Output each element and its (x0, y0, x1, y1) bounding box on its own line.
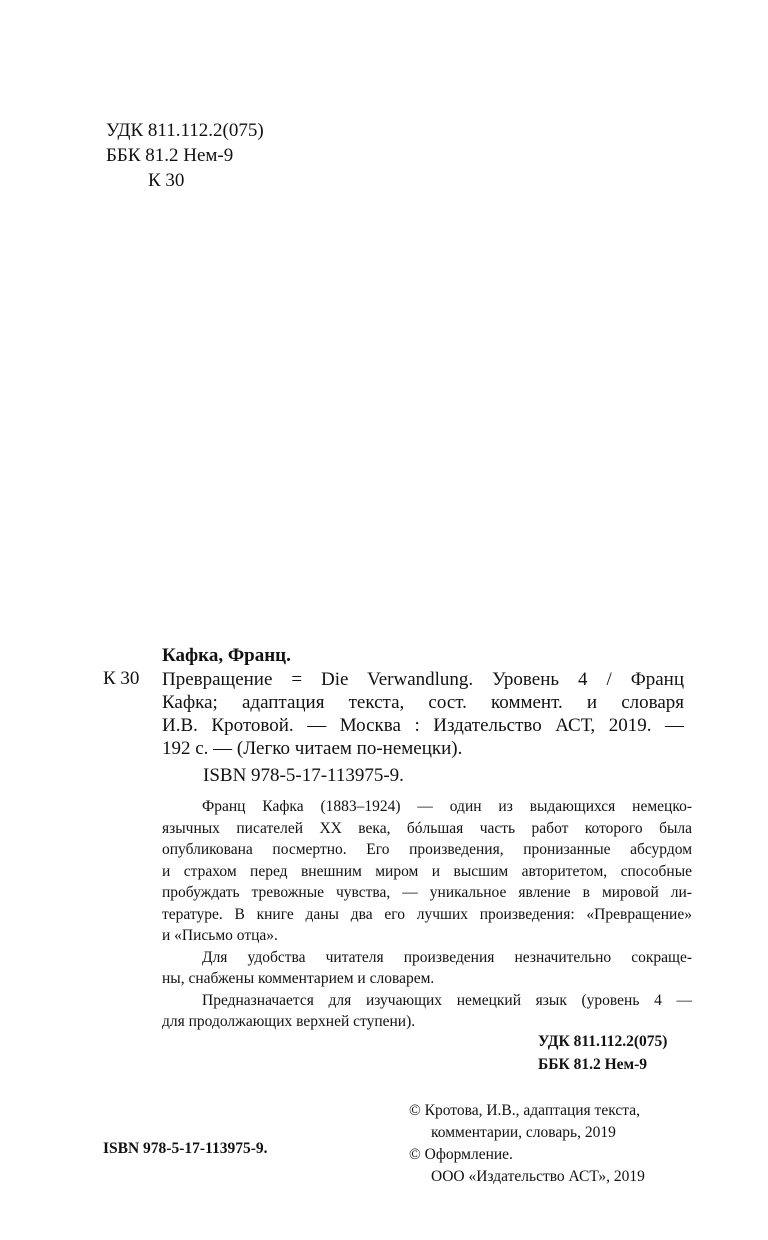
annotation-line: Предназначается для изучающих немецкий язык (уровень 4 — (202, 991, 692, 1009)
entry-line: 192 с. — (Легко читаем по-немецки). (162, 738, 463, 759)
annotation-line: тературе. В книге даны два его лучших произведения: «Превращение» (162, 905, 692, 923)
entry-line: Превращение = Die Verwandlung. Уровень 4 / Франц (162, 669, 684, 690)
copyright-block (409, 1100, 645, 1188)
udk-code-bottom: УДК 811.112.2(075) (538, 1033, 668, 1050)
annotation-line: ны, снабжены комментарием и словарем. (162, 970, 435, 987)
annotation-line: опубликована посмертно. Его произведения, пронизанные абсурдом (162, 841, 692, 858)
annotation-line: язычных писателей XX века, бóльшая часть работ которого была (162, 819, 692, 837)
bbk-code: ББК 81.2 Нем-9 (106, 145, 234, 166)
copyright-line: ООО «Издательство АСТ», 2019 (431, 1168, 645, 1185)
top-classification-codes (106, 118, 264, 193)
copyright-line: комментарии, словарь, 2019 (431, 1124, 616, 1141)
entry-line: Кафка; адаптация текста, сост. коммент. и словаря (162, 692, 684, 713)
entry-author: Кафка, Франц. (162, 645, 291, 666)
udk-code: УДК 811.112.2(075) (106, 120, 264, 141)
copyright-line: © Кротова, И.В., адаптация текста, (409, 1102, 640, 1119)
author-mark: К 30 (148, 170, 185, 191)
bottom-classification-codes (538, 1030, 667, 1076)
annotation-line: пробуждать тревожные чувства, — уникальное явление в мировой ли- (162, 884, 692, 901)
copyright-line: © Оформление. (409, 1146, 513, 1163)
annotation-line: Франц Кафка (1883–1924) — один из выдающихся немецко- (202, 798, 692, 815)
bbk-code-bottom: ББК 81.2 Нем-9 (538, 1056, 648, 1073)
annotation-line: и «Письмо отца». (162, 927, 278, 944)
entry-isbn: ISBN 978-5-17-113975-9. (203, 765, 404, 786)
bibliographic-entry (162, 668, 684, 760)
entry-line: И.В. Кротовой. — Москва : Издательство АСТ, 2019. — (162, 715, 684, 736)
annotation-line: и страхом перед внешним миром и высшим авторитетом, способные (162, 862, 692, 880)
annotation-line: Для удобства читателя произведения незначительно сокраще- (202, 948, 692, 966)
annotation (162, 796, 692, 1033)
footer-isbn: ISBN 978-5-17-113975-9. (103, 1140, 268, 1157)
annotation-line: для продолжающих верхней ступени). (162, 1013, 416, 1030)
entry-author-mark: К 30 (103, 668, 140, 689)
